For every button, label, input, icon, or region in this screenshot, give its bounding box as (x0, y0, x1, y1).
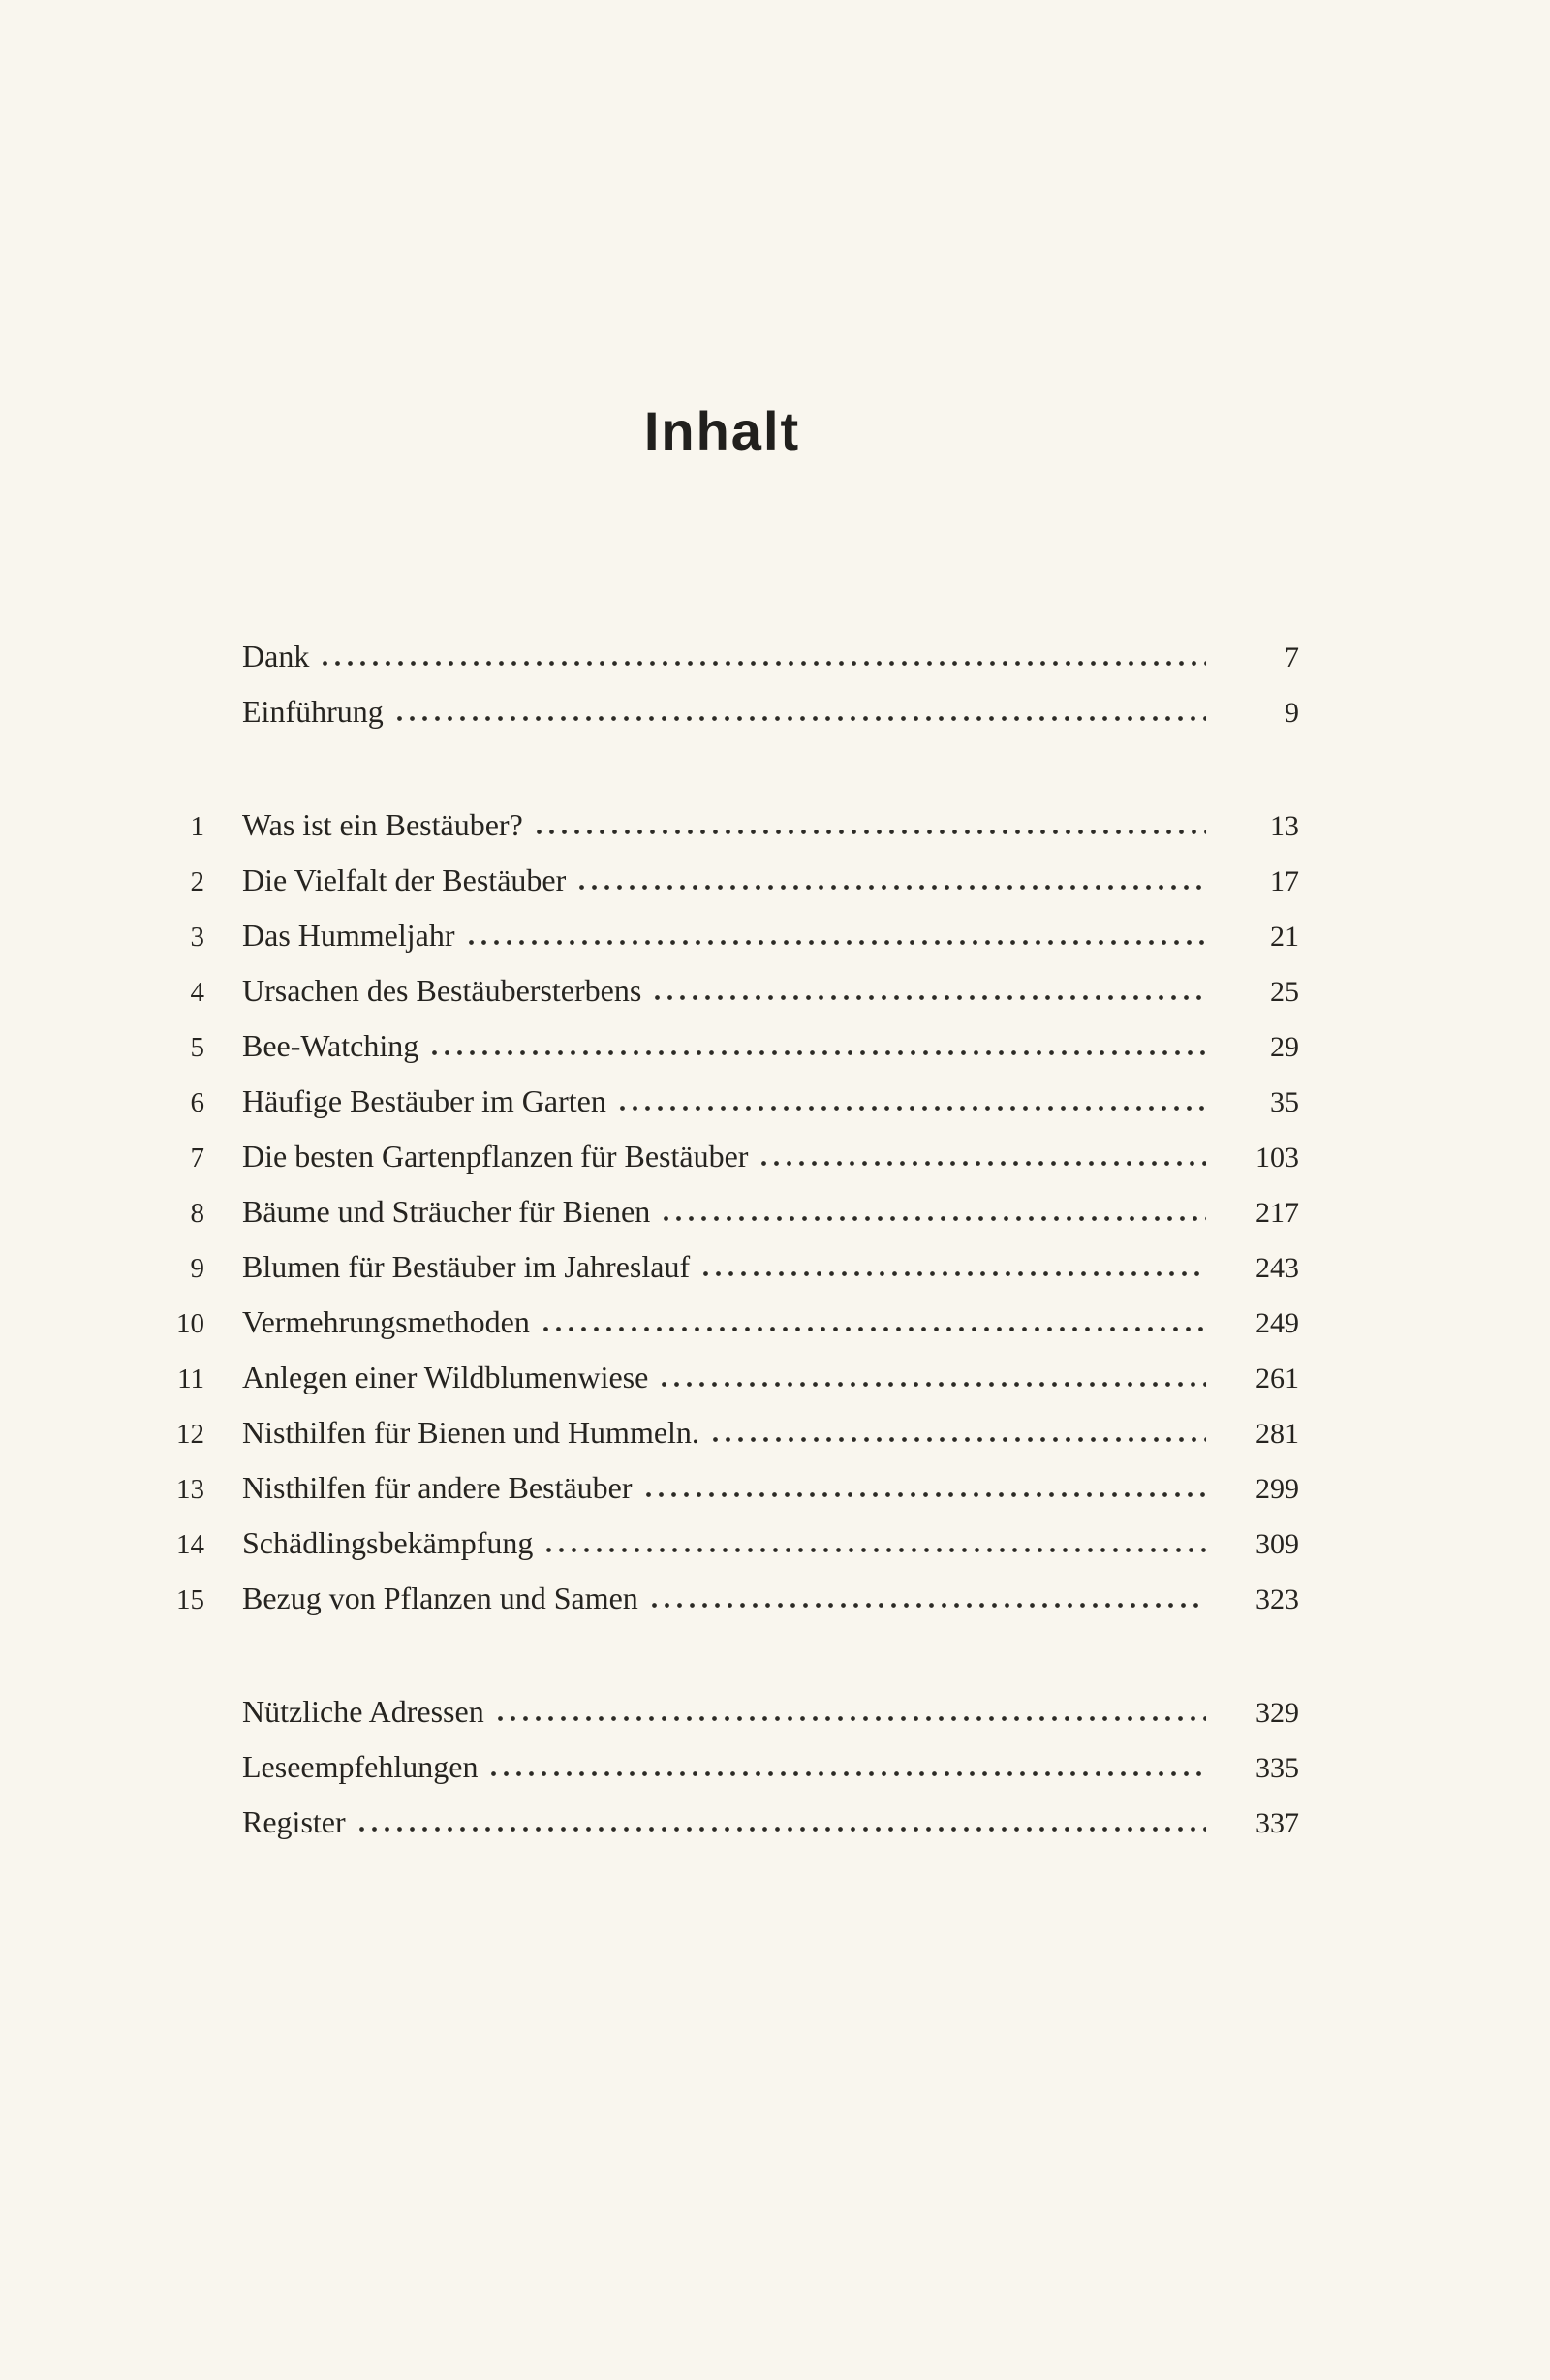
toc-row (145, 1739, 1299, 1795)
toc-row (145, 798, 1299, 853)
chapter-number: 13 (176, 1474, 204, 1505)
entry-page: 25 (1270, 976, 1299, 1008)
chapter-number: 12 (176, 1419, 204, 1450)
entry-label: Bäume und Sträucher für Bienen (242, 1194, 651, 1229)
toc-row (145, 1184, 1299, 1239)
dot-leader (393, 715, 1206, 722)
entry-page: 249 (1256, 1307, 1299, 1339)
entry-page: 103 (1256, 1142, 1299, 1174)
toc-row (145, 1571, 1299, 1626)
entry-page: 323 (1256, 1583, 1299, 1615)
entry-label: Einführung (242, 694, 384, 729)
entry-label: Das Hummeljahr (242, 918, 455, 953)
entry-label: Nisthilfen für Bienen und Hummeln. (242, 1415, 699, 1450)
chapter-number: 8 (190, 1198, 204, 1229)
entry-page: 329 (1256, 1697, 1299, 1729)
entry-label: Nisthilfen für andere Bestäuber (242, 1470, 633, 1505)
toc-row (145, 1295, 1299, 1350)
entry-label: Anlegen einer Wildblumenwiese (242, 1360, 649, 1394)
entry-label: Bee-Watching (242, 1028, 419, 1063)
dot-leader (533, 829, 1206, 835)
dot-leader (642, 1491, 1206, 1498)
toc-row (145, 853, 1299, 908)
chapter-number: 1 (190, 811, 204, 842)
page-title: Inhalt (643, 400, 801, 461)
toc-chapters-section (145, 798, 1299, 1626)
entry-label: Dank (242, 639, 310, 673)
entry-page: 29 (1270, 1031, 1299, 1063)
entry-page: 17 (1270, 865, 1299, 897)
chapter-number: 5 (190, 1032, 204, 1063)
entry-page: 21 (1270, 921, 1299, 953)
toc-row (145, 1405, 1299, 1460)
dot-leader (699, 1270, 1206, 1277)
entry-page: 7 (1285, 642, 1299, 673)
toc-row (145, 1018, 1299, 1074)
entry-label: Register (242, 1804, 346, 1839)
entry-page: 217 (1256, 1197, 1299, 1229)
chapter-number: 9 (190, 1253, 204, 1284)
dot-leader (616, 1105, 1206, 1112)
toc-front-matter-section (145, 629, 1299, 739)
entry-page: 335 (1256, 1752, 1299, 1784)
entry-page: 13 (1270, 810, 1299, 842)
dot-leader (660, 1215, 1206, 1222)
entry-page: 337 (1256, 1807, 1299, 1839)
entry-page: 281 (1256, 1418, 1299, 1450)
dot-leader (709, 1436, 1206, 1443)
dot-leader (542, 1547, 1206, 1553)
toc-row (145, 963, 1299, 1018)
toc-row (145, 1684, 1299, 1739)
entry-label: Ursachen des Bestäubersterbens (242, 973, 642, 1008)
entry-label: Die Vielfalt der Bestäuber (242, 862, 567, 897)
toc-back-matter-section (145, 1684, 1299, 1850)
dot-leader (319, 660, 1206, 667)
chapter-number: 7 (190, 1143, 204, 1174)
entry-label: Bezug von Pflanzen und Samen (242, 1581, 638, 1615)
entry-page: 299 (1256, 1473, 1299, 1505)
entry-page: 35 (1270, 1086, 1299, 1118)
entry-label: Die besten Gartenpflanzen für Bestäuber (242, 1139, 749, 1174)
toc-row (145, 1516, 1299, 1571)
entry-label: Leseempfehlungen (242, 1749, 479, 1784)
entry-page: 261 (1256, 1362, 1299, 1394)
toc-row (145, 684, 1299, 739)
chapter-number: 3 (190, 922, 204, 953)
entry-page: 243 (1256, 1252, 1299, 1284)
dot-leader (465, 939, 1207, 946)
dot-leader (651, 994, 1206, 1001)
entry-page: 309 (1256, 1528, 1299, 1560)
dot-leader (758, 1160, 1206, 1167)
toc-row (145, 908, 1299, 963)
chapter-number: 4 (190, 977, 204, 1008)
chapter-number: 2 (190, 866, 204, 897)
toc-row (145, 1460, 1299, 1516)
toc-row (145, 1239, 1299, 1295)
chapter-number: 15 (176, 1584, 204, 1615)
dot-leader (540, 1326, 1206, 1332)
dot-leader (648, 1602, 1206, 1609)
entry-label: Blumen für Bestäuber im Jahreslauf (242, 1249, 691, 1284)
entry-label: Was ist ein Bestäuber? (242, 807, 523, 842)
entry-label: Häufige Bestäuber im Garten (242, 1083, 606, 1118)
dot-leader (658, 1381, 1206, 1388)
entry-label: Vermehrungsmethoden (242, 1304, 530, 1339)
dot-leader (487, 1770, 1206, 1777)
dot-leader (356, 1826, 1206, 1832)
dot-leader (494, 1715, 1206, 1722)
chapter-number: 14 (176, 1529, 204, 1560)
toc-row (145, 1795, 1299, 1850)
chapter-number: 10 (176, 1308, 204, 1339)
entry-label: Schädlingsbekämpfung (242, 1525, 534, 1560)
toc-row (145, 1074, 1299, 1129)
toc-row (145, 629, 1299, 684)
entry-page: 9 (1285, 697, 1299, 729)
toc-row (145, 1350, 1299, 1405)
dot-leader (575, 884, 1206, 891)
chapter-number: 6 (190, 1087, 204, 1118)
entry-label: Nützliche Adressen (242, 1694, 484, 1729)
chapter-number: 11 (177, 1363, 204, 1394)
dot-leader (428, 1049, 1206, 1056)
toc-row (145, 1129, 1299, 1184)
